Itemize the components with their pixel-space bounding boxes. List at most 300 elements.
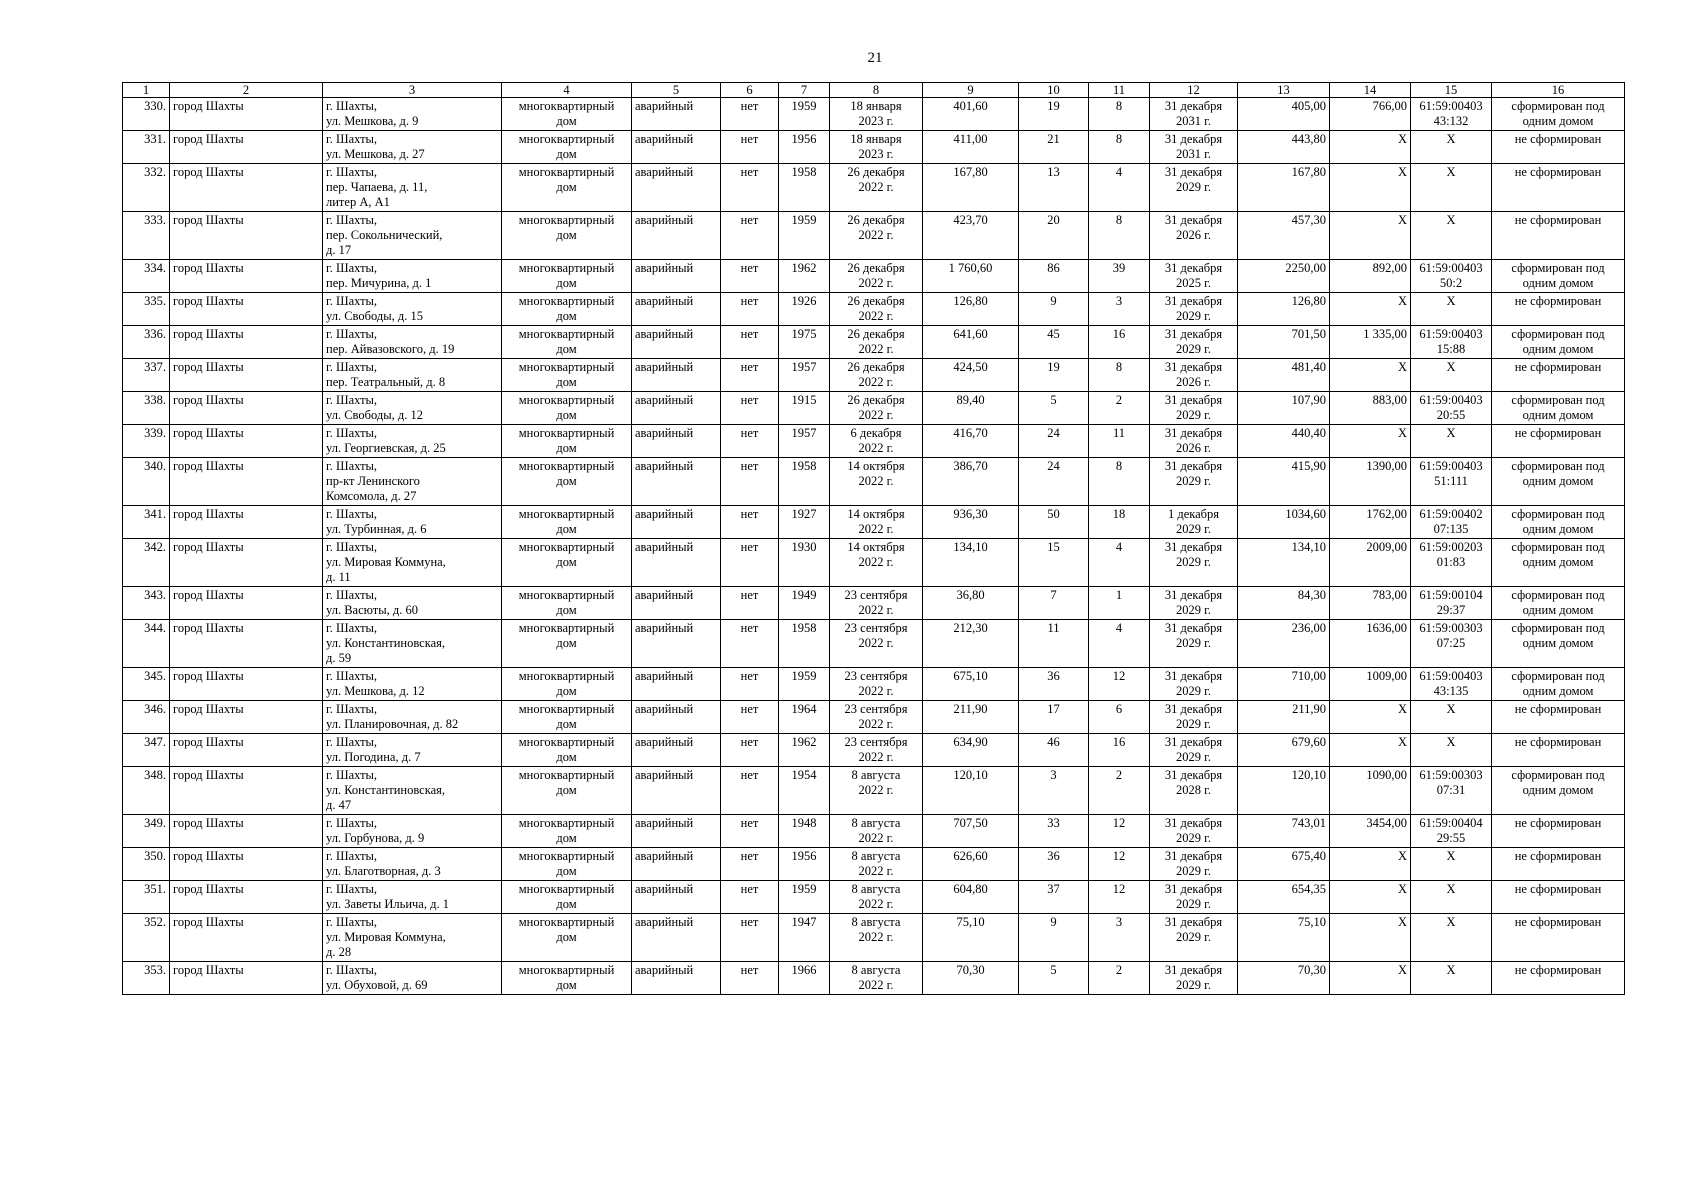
table-cell-col-2 bbox=[170, 815, 323, 848]
cell-text-line: X bbox=[1446, 213, 1456, 227]
table-cell-col-7 bbox=[779, 587, 830, 620]
table-cell-col-8 bbox=[830, 767, 923, 815]
cell-text-line: X bbox=[1446, 294, 1456, 308]
cell-text-line: город Шахты bbox=[173, 669, 244, 683]
table-cell-col-14 bbox=[1330, 98, 1411, 131]
table-cell-col-9 bbox=[923, 848, 1019, 881]
table-cell-col-14 bbox=[1330, 212, 1411, 260]
cell-text-line: дом bbox=[556, 897, 577, 911]
table-cell-col-6 bbox=[721, 425, 779, 458]
table-cell-col-3 bbox=[323, 701, 502, 734]
cell-text-line: 31 декабря bbox=[1164, 621, 1223, 635]
table-cell-col-8 bbox=[830, 425, 923, 458]
table-cell-col-14 bbox=[1330, 359, 1411, 392]
table-cell-col-11 bbox=[1089, 701, 1150, 734]
cell-text-line: г. Шахты, bbox=[326, 768, 378, 782]
table-cell-col-14 bbox=[1330, 668, 1411, 701]
cell-text-line: 23 сентября bbox=[844, 735, 908, 749]
table-row bbox=[123, 848, 1625, 881]
cell-text-line: город Шахты bbox=[173, 735, 244, 749]
cell-text-line: X bbox=[1446, 426, 1456, 440]
cell-text-line: 883,00 bbox=[1372, 393, 1407, 407]
cell-text-line: 2 bbox=[1115, 963, 1123, 977]
table-cell-col-4 bbox=[502, 359, 632, 392]
table-cell-col-1 bbox=[123, 293, 170, 326]
cell-text-line: ул. Свободы, д. 12 bbox=[326, 408, 423, 422]
cell-text-line: 43:132 bbox=[1433, 114, 1469, 128]
cell-text-line: сформирован под bbox=[1511, 393, 1605, 407]
cell-text-line: 2029 г. bbox=[1176, 474, 1211, 488]
table-cell-col-8 bbox=[830, 131, 923, 164]
table-cell-col-9 bbox=[923, 392, 1019, 425]
table-cell-col-16 bbox=[1492, 293, 1625, 326]
table-cell-col-1 bbox=[123, 668, 170, 701]
cell-text-line: 126,80 bbox=[953, 294, 988, 308]
cell-text-line: ул. Мешкова, д. 9 bbox=[326, 114, 419, 128]
table-cell-col-2 bbox=[170, 326, 323, 359]
cell-text-line: аварийный bbox=[635, 294, 694, 308]
cell-text-line: нет bbox=[740, 132, 759, 146]
cell-text-line: дом bbox=[556, 783, 577, 797]
table-cell-col-6 bbox=[721, 260, 779, 293]
table-cell-col-6 bbox=[721, 392, 779, 425]
table-cell-col-8 bbox=[830, 620, 923, 668]
table-row bbox=[123, 734, 1625, 767]
table-cell-col-12 bbox=[1150, 506, 1238, 539]
cell-text-line: 1958 bbox=[791, 165, 817, 179]
table-cell-col-14 bbox=[1330, 962, 1411, 995]
cell-text-line: 2022 г. bbox=[858, 342, 894, 356]
cell-text-line: 1927 bbox=[791, 507, 817, 521]
cell-text-line: аварийный bbox=[635, 735, 694, 749]
cell-text-line: 3454,00 bbox=[1366, 816, 1407, 830]
table-cell-col-5 bbox=[632, 962, 721, 995]
table-cell-col-5 bbox=[632, 914, 721, 962]
table-cell-col-14 bbox=[1330, 848, 1411, 881]
cell-text-line: г. Шахты, bbox=[326, 165, 378, 179]
cell-text-line: 333. bbox=[144, 213, 166, 227]
cell-text-line: 11 bbox=[1112, 426, 1126, 440]
cell-text-line: город Шахты bbox=[173, 132, 244, 146]
cell-text-line: 84,30 bbox=[1297, 588, 1326, 602]
table-row bbox=[123, 131, 1625, 164]
table-cell-col-15 bbox=[1411, 326, 1492, 359]
cell-text-line: 8 августа bbox=[851, 849, 901, 863]
table-cell-col-10 bbox=[1019, 506, 1089, 539]
cell-text-line: 31 декабря bbox=[1164, 816, 1223, 830]
cell-text-line: 2029 г. bbox=[1176, 897, 1211, 911]
cell-text-line: нет bbox=[740, 507, 759, 521]
cell-text-line: 2029 г. bbox=[1176, 522, 1211, 536]
cell-text-line: дом bbox=[556, 375, 577, 389]
table-cell-col-11 bbox=[1089, 848, 1150, 881]
table-cell-col-12 bbox=[1150, 815, 1238, 848]
cell-text-line: 353. bbox=[144, 963, 166, 977]
table-cell-col-6 bbox=[721, 506, 779, 539]
table-row bbox=[123, 293, 1625, 326]
cell-text-line: 107,90 bbox=[1291, 393, 1326, 407]
cell-text-line: 2023 г. bbox=[858, 147, 894, 161]
table-cell-col-2 bbox=[170, 506, 323, 539]
table-cell-col-2 bbox=[170, 98, 323, 131]
table-row bbox=[123, 815, 1625, 848]
table-cell-col-5 bbox=[632, 620, 721, 668]
cell-text-line: 167,80 bbox=[1291, 165, 1326, 179]
cell-text-line: 8 августа bbox=[851, 915, 901, 929]
cell-text-line: 18 января bbox=[850, 132, 902, 146]
cell-text-line: 1975 bbox=[791, 327, 817, 341]
cell-text-line: 31 декабря bbox=[1164, 213, 1223, 227]
table-cell-col-13 bbox=[1238, 212, 1330, 260]
table-row bbox=[123, 962, 1625, 995]
cell-text-line: 2026 г. bbox=[1176, 228, 1211, 242]
cell-text-line: 2022 г. bbox=[858, 897, 894, 911]
cell-text-line: 1636,00 bbox=[1366, 621, 1407, 635]
cell-text-line: 31 декабря bbox=[1164, 882, 1223, 896]
table-cell-col-1 bbox=[123, 539, 170, 587]
cell-text-line: 4 bbox=[1115, 540, 1123, 554]
table-cell-col-15 bbox=[1411, 392, 1492, 425]
table-cell-col-13 bbox=[1238, 98, 1330, 131]
table-cell-col-12 bbox=[1150, 881, 1238, 914]
table-row bbox=[123, 914, 1625, 962]
cell-text-line: г. Шахты, bbox=[326, 621, 378, 635]
table-cell-col-5 bbox=[632, 587, 721, 620]
table-cell-col-9 bbox=[923, 767, 1019, 815]
cell-text-line: X bbox=[1397, 213, 1407, 227]
cell-text-line: 61:59:00303 bbox=[1419, 621, 1483, 635]
cell-text-line: 2023 г. bbox=[858, 114, 894, 128]
cell-text-line: 2022 г. bbox=[858, 636, 894, 650]
table-cell-col-15 bbox=[1411, 164, 1492, 212]
cell-text-line: 707,50 bbox=[953, 816, 988, 830]
cell-text-line: 24 bbox=[1047, 459, 1060, 473]
table-cell-col-10 bbox=[1019, 668, 1089, 701]
cell-text-line: 2025 г. bbox=[1176, 276, 1211, 290]
table-cell-col-8 bbox=[830, 734, 923, 767]
cell-text-line: многоквартирный bbox=[518, 669, 615, 683]
cell-text-line: 07:25 bbox=[1436, 636, 1466, 650]
table-cell-col-3 bbox=[323, 815, 502, 848]
column-header-15: 15 bbox=[1411, 83, 1492, 98]
table-cell-col-4 bbox=[502, 212, 632, 260]
cell-text-line: X bbox=[1397, 915, 1407, 929]
table-cell-col-9 bbox=[923, 164, 1019, 212]
table-cell-col-14 bbox=[1330, 260, 1411, 293]
table-cell-col-3 bbox=[323, 260, 502, 293]
table-cell-col-15 bbox=[1411, 881, 1492, 914]
cell-text-line: дом bbox=[556, 276, 577, 290]
cell-text-line: г. Шахты, bbox=[326, 261, 378, 275]
table-cell-col-4 bbox=[502, 326, 632, 359]
table-cell-col-3 bbox=[323, 734, 502, 767]
cell-text-line: X bbox=[1397, 735, 1407, 749]
cell-text-line: 335. bbox=[144, 294, 166, 308]
cell-text-line: г. Шахты, bbox=[326, 327, 378, 341]
cell-text-line: сформирован под bbox=[1511, 327, 1605, 341]
cell-text-line: аварийный bbox=[635, 99, 694, 113]
table-cell-col-2 bbox=[170, 881, 323, 914]
table-cell-col-9 bbox=[923, 962, 1019, 995]
cell-text-line: 51:111 bbox=[1434, 474, 1468, 488]
table-cell-col-7 bbox=[779, 458, 830, 506]
table-cell-col-11 bbox=[1089, 131, 1150, 164]
cell-text-line: аварийный bbox=[635, 915, 694, 929]
cell-text-line: 342. bbox=[144, 540, 166, 554]
table-cell-col-8 bbox=[830, 881, 923, 914]
cell-text-line: 641,60 bbox=[953, 327, 988, 341]
table-cell-col-16 bbox=[1492, 815, 1625, 848]
table-cell-col-4 bbox=[502, 881, 632, 914]
cell-text-line: город Шахты bbox=[173, 915, 244, 929]
cell-text-line: 120,10 bbox=[953, 768, 988, 782]
cell-text-line: сформирован под bbox=[1511, 261, 1605, 275]
table-cell-col-7 bbox=[779, 131, 830, 164]
cell-text-line: 61:59:00403 bbox=[1419, 99, 1483, 113]
table-cell-col-16 bbox=[1492, 848, 1625, 881]
table-cell-col-14 bbox=[1330, 914, 1411, 962]
cell-text-line: не сформирован bbox=[1514, 702, 1602, 716]
cell-text-line: 2022 г. bbox=[858, 717, 894, 731]
table-cell-col-13 bbox=[1238, 668, 1330, 701]
cell-text-line: ул. Турбинная, д. 6 bbox=[326, 522, 427, 536]
cell-text-line: 61:59:00403 bbox=[1419, 669, 1483, 683]
cell-text-line: 340. bbox=[144, 459, 166, 473]
table-cell-col-12 bbox=[1150, 620, 1238, 668]
table-cell-col-6 bbox=[721, 164, 779, 212]
table-cell-col-12 bbox=[1150, 260, 1238, 293]
table-cell-col-1 bbox=[123, 212, 170, 260]
cell-text-line: многоквартирный bbox=[518, 882, 615, 896]
cell-text-line: 2026 г. bbox=[1176, 375, 1211, 389]
cell-text-line: ул. Мировая Коммуна, bbox=[326, 555, 446, 569]
cell-text-line: 36,80 bbox=[956, 588, 985, 602]
cell-text-line: 20:55 bbox=[1436, 408, 1466, 422]
table-cell-col-10 bbox=[1019, 701, 1089, 734]
cell-text-line: 3 bbox=[1115, 294, 1123, 308]
cell-text-line: 45 bbox=[1047, 327, 1060, 341]
table-cell-col-4 bbox=[502, 164, 632, 212]
cell-text-line: 31 декабря bbox=[1164, 588, 1223, 602]
table-cell-col-11 bbox=[1089, 326, 1150, 359]
table-row bbox=[123, 260, 1625, 293]
table-cell-col-16 bbox=[1492, 425, 1625, 458]
table-cell-col-10 bbox=[1019, 131, 1089, 164]
table-cell-col-5 bbox=[632, 539, 721, 587]
table-cell-col-3 bbox=[323, 98, 502, 131]
cell-text-line: X bbox=[1397, 849, 1407, 863]
table-cell-col-6 bbox=[721, 539, 779, 587]
table-cell-col-4 bbox=[502, 962, 632, 995]
table-cell-col-11 bbox=[1089, 506, 1150, 539]
column-header-9: 9 bbox=[923, 83, 1019, 98]
cell-text-line: 2022 г. bbox=[858, 978, 894, 992]
table-cell-col-7 bbox=[779, 701, 830, 734]
cell-text-line: г. Шахты, bbox=[326, 459, 378, 473]
cell-text-line: нет bbox=[740, 669, 759, 683]
table-cell-col-12 bbox=[1150, 848, 1238, 881]
table-cell-col-16 bbox=[1492, 359, 1625, 392]
cell-text-line: г. Шахты, bbox=[326, 540, 378, 554]
table-cell-col-12 bbox=[1150, 359, 1238, 392]
table-cell-col-13 bbox=[1238, 962, 1330, 995]
cell-text-line: 43:135 bbox=[1433, 684, 1469, 698]
cell-text-line: 3 bbox=[1115, 915, 1123, 929]
table-cell-col-15 bbox=[1411, 914, 1492, 962]
table-cell-col-5 bbox=[632, 881, 721, 914]
cell-text-line: д. 59 bbox=[326, 651, 352, 665]
table-cell-col-2 bbox=[170, 734, 323, 767]
cell-text-line: нет bbox=[740, 99, 759, 113]
cell-text-line: 134,10 bbox=[1291, 540, 1326, 554]
table-cell-col-5 bbox=[632, 506, 721, 539]
cell-text-line: аварийный bbox=[635, 621, 694, 635]
cell-text-line: 31 декабря bbox=[1164, 360, 1223, 374]
table-cell-col-11 bbox=[1089, 668, 1150, 701]
cell-text-line: многоквартирный bbox=[518, 459, 615, 473]
cell-text-line: 31 декабря bbox=[1164, 849, 1223, 863]
cell-text-line: 1954 bbox=[791, 768, 817, 782]
cell-text-line: 23 сентября bbox=[844, 669, 908, 683]
cell-text-line: 31 декабря bbox=[1164, 426, 1223, 440]
cell-text-line: 405,00 bbox=[1291, 99, 1326, 113]
cell-text-line: 126,80 bbox=[1291, 294, 1326, 308]
table-cell-col-6 bbox=[721, 734, 779, 767]
table-cell-col-7 bbox=[779, 425, 830, 458]
cell-text-line: аварийный bbox=[635, 669, 694, 683]
table-cell-col-9 bbox=[923, 914, 1019, 962]
cell-text-line: 892,00 bbox=[1372, 261, 1407, 275]
table-cell-col-14 bbox=[1330, 767, 1411, 815]
cell-text-line: 26 декабря bbox=[847, 360, 905, 374]
table-cell-col-3 bbox=[323, 767, 502, 815]
table-cell-col-10 bbox=[1019, 734, 1089, 767]
table-cell-col-9 bbox=[923, 131, 1019, 164]
cell-text-line: 332. bbox=[144, 165, 166, 179]
table-cell-col-1 bbox=[123, 458, 170, 506]
table-cell-col-9 bbox=[923, 668, 1019, 701]
cell-text-line: 2022 г. bbox=[858, 375, 894, 389]
table-cell-col-11 bbox=[1089, 734, 1150, 767]
cell-text-line: одним домом bbox=[1522, 603, 1594, 617]
cell-text-line: 61:59:00403 bbox=[1419, 327, 1483, 341]
cell-text-line: д. 11 bbox=[326, 570, 351, 584]
cell-text-line: 8 bbox=[1115, 99, 1123, 113]
cell-text-line: 338. bbox=[144, 393, 166, 407]
cell-text-line: 783,00 bbox=[1372, 588, 1407, 602]
cell-text-line: 46 bbox=[1047, 735, 1060, 749]
table-cell-col-3 bbox=[323, 131, 502, 164]
table-cell-col-10 bbox=[1019, 164, 1089, 212]
table-cell-col-14 bbox=[1330, 131, 1411, 164]
table-cell-col-16 bbox=[1492, 506, 1625, 539]
cell-text-line: ул. Горбунова, д. 9 bbox=[326, 831, 425, 845]
cell-text-line: 457,30 bbox=[1291, 213, 1326, 227]
cell-text-line: нет bbox=[740, 882, 759, 896]
table-cell-col-14 bbox=[1330, 425, 1411, 458]
table-cell-col-6 bbox=[721, 815, 779, 848]
cell-text-line: 211,90 bbox=[953, 702, 988, 716]
cell-text-line: аварийный bbox=[635, 588, 694, 602]
cell-text-line: не сформирован bbox=[1514, 294, 1602, 308]
table-cell-col-10 bbox=[1019, 212, 1089, 260]
table-cell-col-4 bbox=[502, 734, 632, 767]
cell-text-line: 2029 г. bbox=[1176, 555, 1211, 569]
table-cell-col-9 bbox=[923, 212, 1019, 260]
table-cell-col-3 bbox=[323, 914, 502, 962]
cell-text-line: 415,90 bbox=[1291, 459, 1326, 473]
table-cell-col-16 bbox=[1492, 458, 1625, 506]
table-cell-col-7 bbox=[779, 848, 830, 881]
cell-text-line: 23 сентября bbox=[844, 621, 908, 635]
table-row bbox=[123, 620, 1625, 668]
cell-text-line: дом bbox=[556, 408, 577, 422]
table-cell-col-3 bbox=[323, 458, 502, 506]
cell-text-line: 1959 bbox=[791, 99, 817, 113]
cell-text-line: аварийный bbox=[635, 261, 694, 275]
table-cell-col-5 bbox=[632, 668, 721, 701]
cell-text-line: многоквартирный bbox=[518, 621, 615, 635]
cell-text-line: нет bbox=[740, 540, 759, 554]
cell-text-line: X bbox=[1397, 360, 1407, 374]
cell-text-line: 1959 bbox=[791, 669, 817, 683]
cell-text-line: 1962 bbox=[791, 261, 817, 275]
table-cell-col-8 bbox=[830, 164, 923, 212]
cell-text-line: аварийный bbox=[635, 393, 694, 407]
cell-text-line: г. Шахты, bbox=[326, 426, 378, 440]
cell-text-line: 6 декабря bbox=[850, 426, 902, 440]
cell-text-line: 212,30 bbox=[953, 621, 988, 635]
cell-text-line: 1947 bbox=[791, 915, 817, 929]
cell-text-line: 20 bbox=[1047, 213, 1060, 227]
table-cell-col-14 bbox=[1330, 881, 1411, 914]
table-cell-col-13 bbox=[1238, 881, 1330, 914]
table-cell-col-6 bbox=[721, 359, 779, 392]
cell-text-line: одним домом bbox=[1522, 114, 1594, 128]
table-cell-col-16 bbox=[1492, 767, 1625, 815]
cell-text-line: город Шахты bbox=[173, 261, 244, 275]
cell-text-line: нет bbox=[740, 588, 759, 602]
table-cell-col-13 bbox=[1238, 587, 1330, 620]
cell-text-line: 344. bbox=[144, 621, 166, 635]
cell-text-line: 12 bbox=[1112, 669, 1126, 683]
cell-text-line: сформирован под bbox=[1511, 621, 1605, 635]
table-cell-col-4 bbox=[502, 98, 632, 131]
cell-text-line: сформирован под bbox=[1511, 99, 1605, 113]
table-cell-col-2 bbox=[170, 767, 323, 815]
table-cell-col-12 bbox=[1150, 293, 1238, 326]
table-cell-col-13 bbox=[1238, 293, 1330, 326]
column-header-10: 10 bbox=[1019, 83, 1089, 98]
cell-text-line: 2022 г. bbox=[858, 228, 894, 242]
table-cell-col-6 bbox=[721, 212, 779, 260]
table-cell-col-13 bbox=[1238, 392, 1330, 425]
cell-text-line: сформирован под bbox=[1511, 669, 1605, 683]
table-cell-col-16 bbox=[1492, 620, 1625, 668]
cell-text-line: 1762,00 bbox=[1366, 507, 1407, 521]
cell-text-line: 01:83 bbox=[1436, 555, 1466, 569]
cell-text-line: многоквартирный bbox=[518, 132, 615, 146]
cell-text-line: 31 декабря bbox=[1164, 735, 1223, 749]
cell-text-line: г. Шахты, bbox=[326, 294, 378, 308]
table-cell-col-3 bbox=[323, 506, 502, 539]
cell-text-line: г. Шахты, bbox=[326, 213, 378, 227]
table-cell-col-9 bbox=[923, 734, 1019, 767]
cell-text-line: 17 bbox=[1047, 702, 1060, 716]
table-cell-col-13 bbox=[1238, 815, 1330, 848]
cell-text-line: нет bbox=[740, 963, 759, 977]
cell-text-line: д. 28 bbox=[326, 945, 352, 959]
